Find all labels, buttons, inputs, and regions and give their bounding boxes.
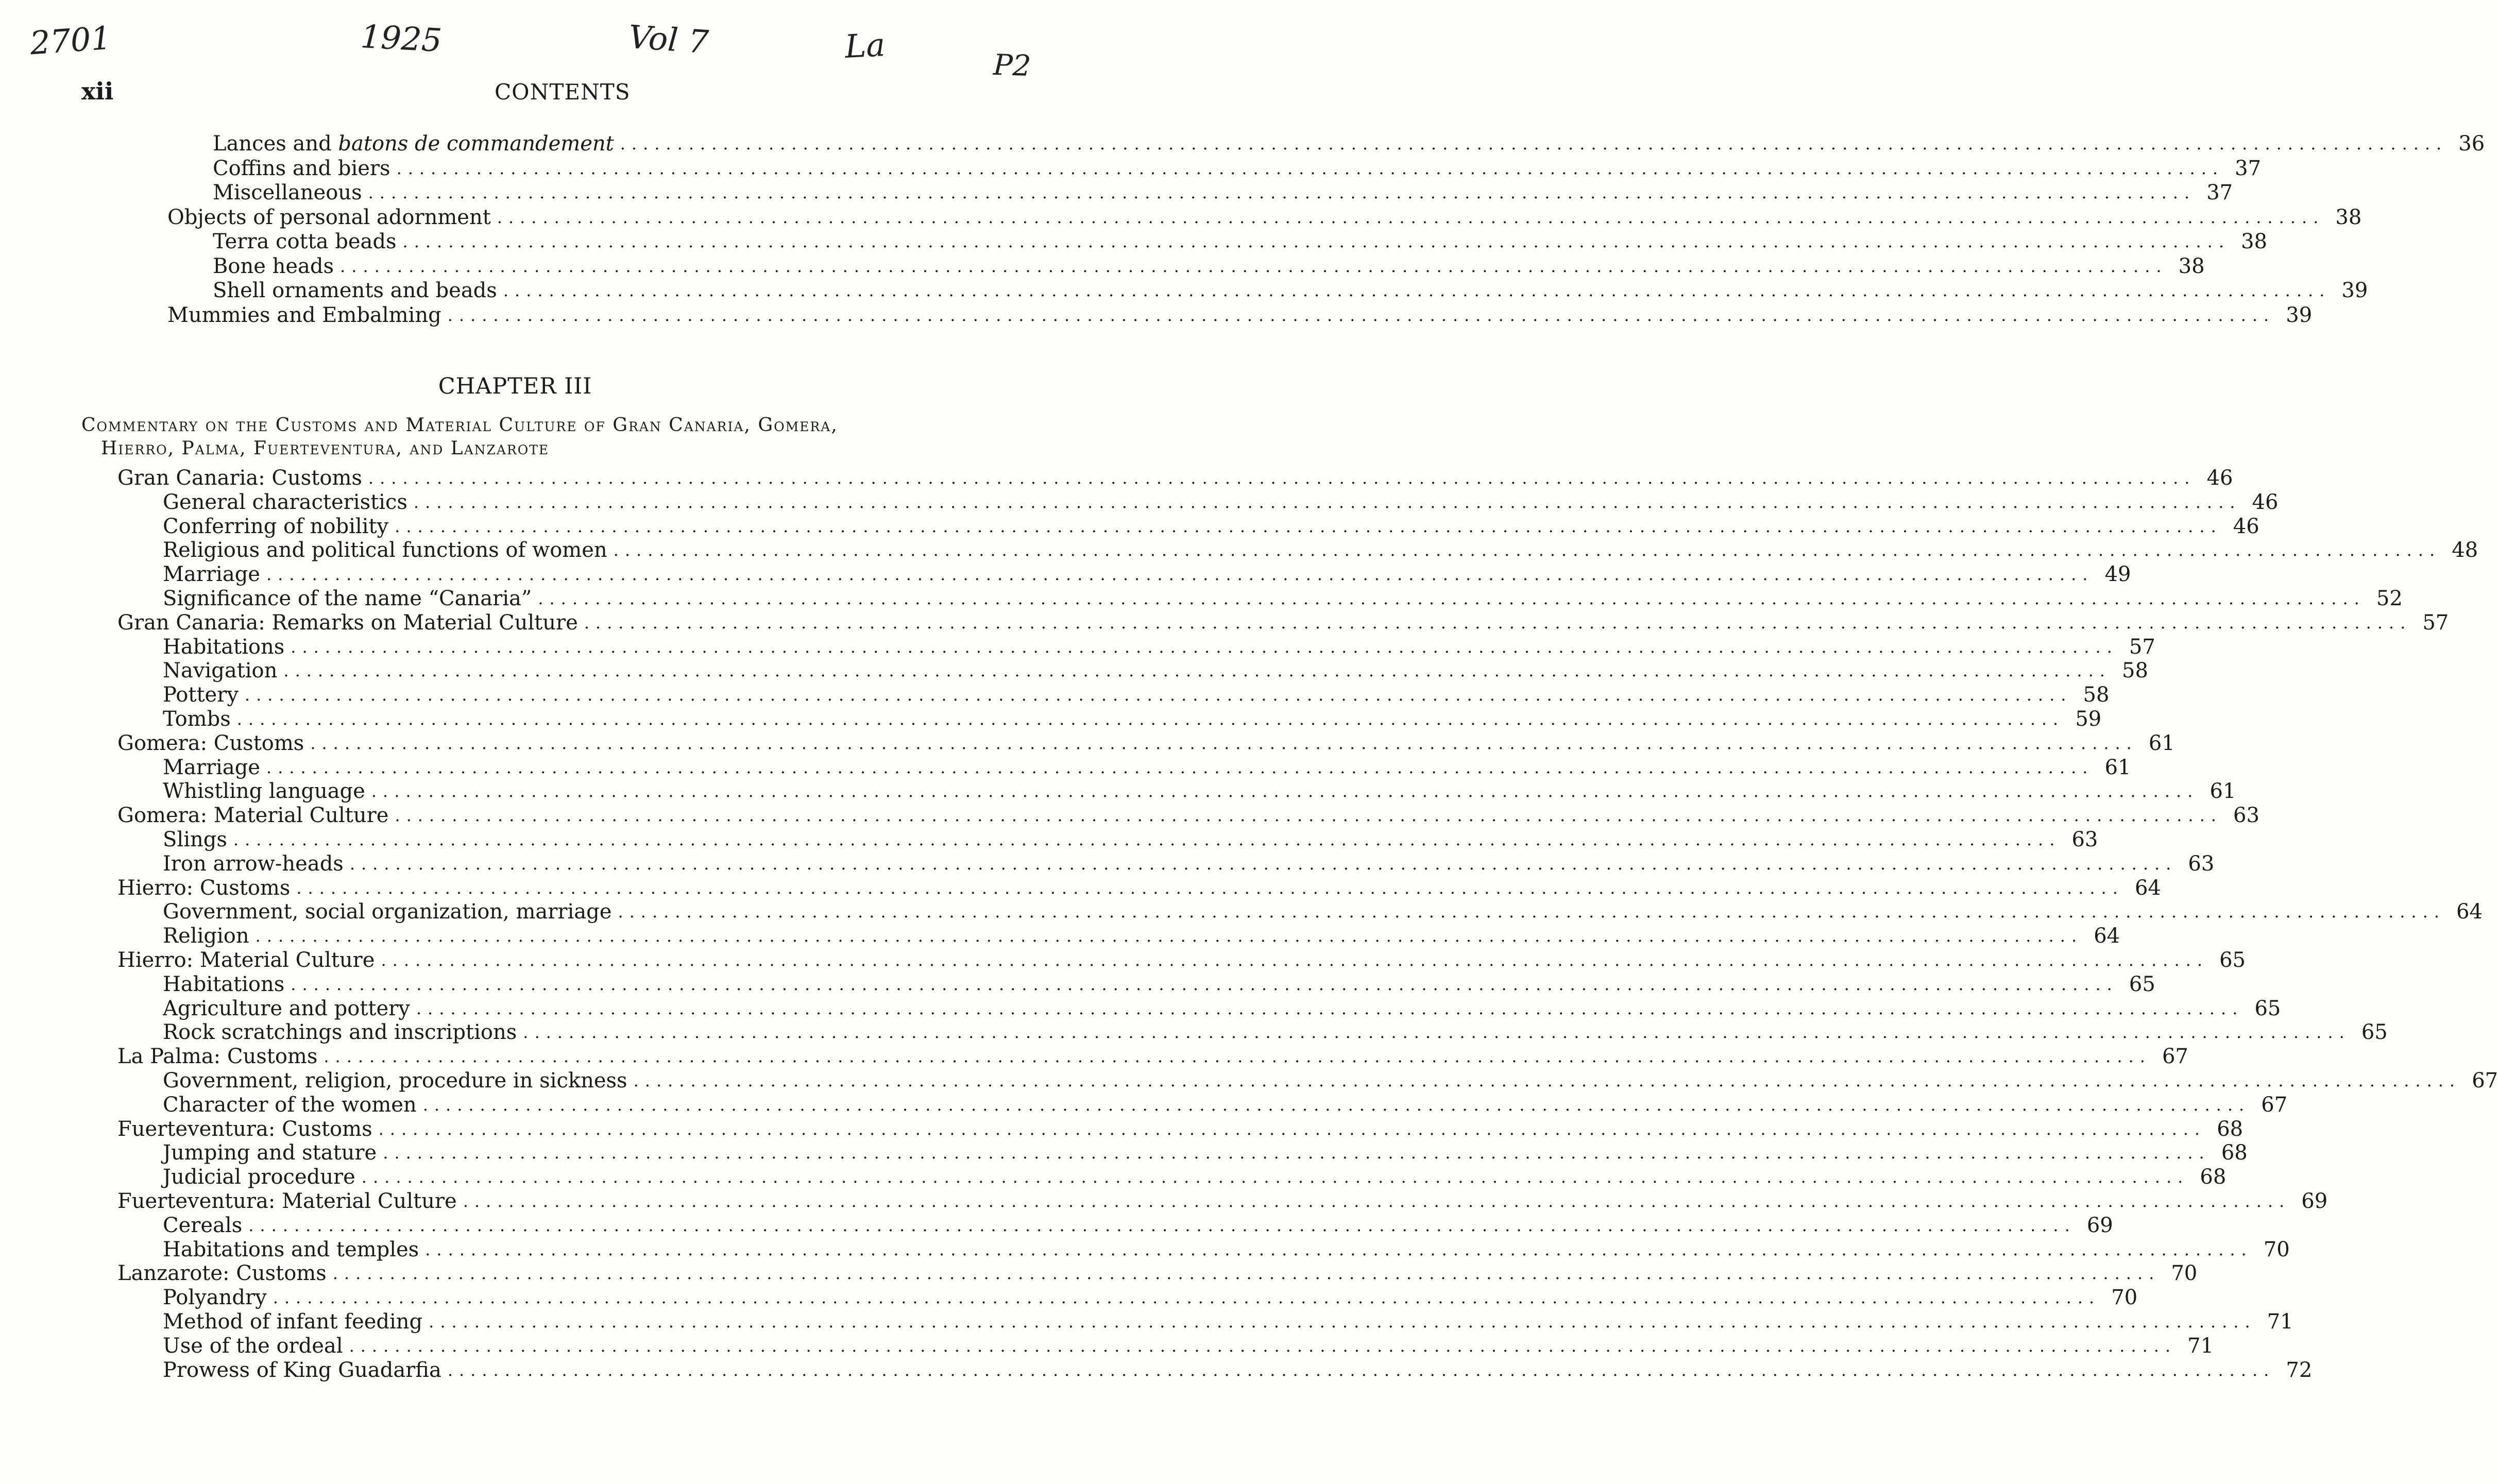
toc-entry-page: 38: [2178, 254, 2205, 278]
toc-entry: [213, 180, 2233, 205]
toc-entry: [117, 1261, 2198, 1286]
toc-entry-page: 70: [2263, 1237, 2290, 1261]
toc-entry: [163, 1237, 2290, 1262]
toc-entry-page: 36: [2458, 132, 2485, 156]
dot-leader: ................................................................................................................................................................: [255, 926, 2083, 946]
dot-leader: ................................................................................................................................................................: [497, 207, 2325, 227]
chapter-title-continued: Hierro, Palma, Fuerteventura, and Lanzarote: [101, 438, 550, 459]
toc-entry-label: Mummies and Embalming: [167, 303, 441, 327]
toc-entry-label: Tombs: [163, 707, 231, 731]
dot-leader: ................................................................................................................................................................: [310, 733, 2138, 753]
toc-entry-label: Miscellaneous: [213, 181, 362, 204]
toc-entry-label: Significance of the name “Canaria”: [163, 587, 532, 610]
toc-entry: [163, 1213, 2113, 1238]
toc-entry: [117, 731, 2175, 756]
dot-leader: ................................................................................................................................................................: [291, 974, 2118, 994]
toc-entry-label: Hierro: Customs: [117, 876, 291, 900]
toc-entry: [117, 1189, 2328, 1214]
dot-leader: ................................................................................................................................................................: [248, 1215, 2076, 1235]
toc-entry-page: 59: [2075, 707, 2102, 731]
dot-leader: ................................................................................................................................................................: [371, 781, 2199, 801]
toc-entry-page: 46: [2252, 490, 2279, 514]
toc-entry-label: Jumping and stature: [163, 1141, 377, 1165]
toc-entry: [213, 229, 2268, 254]
toc-entry-label: Navigation: [163, 659, 278, 683]
dot-leader: ................................................................................................................................................................: [381, 950, 2208, 970]
toc-entry-label: Hierro: Material Culture: [117, 948, 375, 972]
toc-entry-label: Fuerteventura: Customs: [117, 1117, 372, 1141]
toc-entry-page: 72: [2286, 1358, 2313, 1382]
toc-entry-page: 58: [2122, 659, 2148, 683]
dot-leader: ................................................................................................................................................................: [273, 1288, 2101, 1308]
dot-leader: ................................................................................................................................................................: [332, 1264, 2161, 1284]
toc-entry-page: 61: [2148, 731, 2175, 755]
toc-entry-page: 67: [2472, 1069, 2498, 1093]
dot-leader: ................................................................................................................................................................: [283, 661, 2111, 681]
toc-entry: [163, 1285, 2138, 1310]
toc-entry-label: Character of the women: [163, 1093, 417, 1117]
toc-entry-page: 61: [2210, 779, 2236, 804]
dot-leader: ................................................................................................................................................................: [349, 1336, 2177, 1356]
toc-entry: [163, 1140, 2248, 1165]
toc-entry-label: Conferring of nobility: [163, 514, 389, 538]
toc-entry-label: Lances and batons de commandement: [213, 132, 614, 156]
toc-entry-page: 38: [2335, 205, 2362, 229]
toc-entry-page: 57: [2422, 610, 2449, 635]
toc-entry-label: Marriage: [163, 562, 260, 587]
toc-entry-label: Objects of personal adornment: [167, 205, 491, 229]
toc-entry: [163, 972, 2155, 997]
toc-entry-label: Polyandry: [163, 1286, 267, 1310]
toc-entry-page: 67: [2162, 1045, 2188, 1069]
toc-entry-page: 58: [2083, 683, 2110, 707]
dot-leader: ................................................................................................................................................................: [584, 612, 2412, 633]
dot-leader: ................................................................................................................................................................: [618, 902, 2445, 922]
toc-entry-page: 68: [2217, 1117, 2244, 1141]
handwritten-annotation: Vol 7: [627, 18, 710, 61]
dot-leader: ................................................................................................................................................................: [463, 1191, 2291, 1211]
toc-entry-page: 67: [2261, 1093, 2288, 1117]
running-head: CONTENTS: [495, 79, 631, 105]
handwritten-annotation: 2701: [28, 19, 113, 62]
toc-entry-label: Gran Canaria: Remarks on Material Culture: [117, 610, 578, 635]
toc-entry-label: Marriage: [163, 755, 260, 779]
toc-entry-page: 48: [2452, 538, 2478, 562]
toc-entry: [163, 1165, 2227, 1189]
toc-entry: [163, 1334, 2214, 1358]
dot-leader: ................................................................................................................................................................: [368, 183, 2196, 202]
toc-entry-page: 71: [2187, 1334, 2214, 1358]
toc-entry-page: 69: [2301, 1189, 2328, 1213]
toc-entry-page: 65: [2129, 972, 2155, 996]
chapter-title: Commentary on the Customs and Material Culture of Gran Canaria, Gomera,: [81, 415, 838, 436]
toc-entry: [163, 827, 2098, 852]
chapter-heading: CHAPTER III: [438, 373, 592, 399]
dot-leader: ................................................................................................................................................................: [291, 637, 2118, 657]
dot-leader: ................................................................................................................................................................: [383, 1143, 2211, 1163]
toc-entry-page: 70: [2111, 1286, 2138, 1310]
dot-leader: ................................................................................................................................................................: [422, 1095, 2251, 1115]
toc-entry: [163, 1358, 2313, 1383]
toc-entry-page: 46: [2206, 466, 2233, 490]
toc-entry-page: 64: [2094, 924, 2120, 948]
dot-leader: ................................................................................................................................................................: [349, 854, 2178, 874]
dot-leader: ................................................................................................................................................................: [395, 516, 2222, 536]
toc-entry-label: Use of the ordeal: [163, 1334, 343, 1358]
toc-entry-label: Bone heads: [213, 254, 334, 278]
dot-leader: ................................................................................................................................................................: [244, 685, 2072, 705]
toc-entry-page: 65: [2361, 1020, 2388, 1045]
toc-entry: [163, 490, 2279, 515]
dot-leader: ................................................................................................................................................................: [613, 540, 2441, 560]
toc-entry-page: 38: [2241, 230, 2268, 253]
dot-leader: ................................................................................................................................................................: [447, 305, 2275, 325]
toc-entry-label: Pottery: [163, 683, 239, 707]
toc-entry-page: 69: [2086, 1213, 2113, 1237]
toc-entry: [117, 466, 2233, 490]
dot-leader: ................................................................................................................................................................: [503, 281, 2331, 300]
page-number: xii: [81, 77, 114, 105]
toc-entry-label: Gran Canaria: Customs: [117, 466, 362, 490]
dot-leader: ................................................................................................................................................................: [620, 134, 2448, 153]
toc-entry-page: 68: [2200, 1165, 2227, 1189]
toc-entry: [213, 156, 2262, 181]
toc-entry: [213, 254, 2205, 279]
toc-entry: [117, 610, 2449, 635]
dot-leader: ................................................................................................................................................................: [233, 830, 2061, 849]
toc-entry: [163, 1068, 2498, 1093]
toc-entry-page: 68: [2221, 1141, 2248, 1165]
toc-entry: [163, 755, 2131, 780]
toc-entry-label: Iron arrow-heads: [163, 851, 344, 876]
toc-entry: [163, 899, 2483, 924]
toc-entry-label: Gomera: Customs: [117, 731, 304, 755]
toc-entry-label: Government, social organization, marriage: [163, 900, 612, 924]
toc-entry-label: Gomera: Material Culture: [117, 804, 389, 828]
toc-entry-label: La Palma: Customs: [117, 1045, 318, 1069]
dot-leader: ................................................................................................................................................................: [425, 1239, 2253, 1259]
toc-entry: [213, 131, 2485, 156]
toc-entry-label: Shell ornaments and beads: [213, 279, 497, 302]
toc-entry-page: 39: [2341, 279, 2368, 302]
toc-entry-page: 64: [2456, 900, 2483, 924]
dot-leader: ................................................................................................................................................................: [429, 1312, 2256, 1332]
toc-entry-label: Agriculture and pottery: [163, 996, 410, 1020]
toc-entry: [117, 948, 2246, 973]
dot-leader: ................................................................................................................................................................: [266, 565, 2094, 585]
toc-entry-label: Method of infant feeding: [163, 1310, 423, 1334]
toc-entry-page: 70: [2171, 1261, 2198, 1286]
toc-entry-page: 61: [2104, 755, 2131, 779]
toc-entry: [163, 683, 2110, 707]
dot-leader: ................................................................................................................................................................: [368, 468, 2196, 488]
dot-leader: ................................................................................................................................................................: [236, 709, 2065, 729]
toc-entry-page: 49: [2104, 562, 2131, 587]
dot-leader: ................................................................................................................................................................: [523, 1022, 2351, 1043]
toc-entry-label: Government, religion, procedure in sickness: [163, 1069, 627, 1093]
dot-leader: ................................................................................................................................................................: [395, 806, 2222, 826]
toc-entry-label: Habitations and temples: [163, 1237, 419, 1261]
dot-leader: ................................................................................................................................................................: [416, 998, 2244, 1018]
toc-entry: [163, 538, 2478, 562]
dot-leader: ................................................................................................................................................................: [324, 1047, 2151, 1067]
toc-entry: [163, 779, 2236, 804]
toc-entry: [163, 562, 2131, 587]
toc-entry: [117, 803, 2259, 828]
toc-entry: [213, 278, 2368, 303]
toc-entry: [163, 707, 2102, 731]
toc-entry-page: 57: [2129, 635, 2155, 659]
handwritten-annotation: La: [844, 26, 886, 65]
handwritten-annotation: 1925: [360, 17, 443, 60]
dot-leader: ................................................................................................................................................................: [396, 158, 2224, 178]
toc-entry-label: Lanzarote: Customs: [117, 1261, 327, 1286]
toc-entry-label: Slings: [163, 828, 227, 851]
toc-entry-page: 63: [2188, 851, 2215, 876]
toc-entry-label: Habitations: [163, 635, 285, 659]
dot-leader: ................................................................................................................................................................: [266, 757, 2094, 777]
toc-entry: [117, 1044, 2188, 1069]
toc-entry-page: 39: [2286, 303, 2313, 327]
toc-entry-label: Cereals: [163, 1213, 243, 1237]
toc-entry: [163, 996, 2281, 1021]
toc-entry: [163, 658, 2148, 683]
toc-entry-page: 64: [2134, 876, 2161, 900]
toc-entry: [163, 1020, 2388, 1045]
toc-entry-page: 46: [2233, 514, 2259, 538]
toc-entry-label: Terra cotta beads: [213, 230, 397, 253]
toc-entry: [163, 851, 2215, 876]
dot-leader: ................................................................................................................................................................: [447, 1360, 2275, 1380]
toc-entry-label: Coffins and biers: [213, 156, 390, 180]
toc-entry-label: Religious and political functions of women: [163, 538, 607, 562]
toc-entry: [163, 586, 2403, 611]
toc-entry-page: 71: [2267, 1310, 2293, 1334]
dot-leader: ................................................................................................................................................................: [633, 1071, 2461, 1090]
toc-entry: [117, 1117, 2244, 1141]
dot-leader: ................................................................................................................................................................: [296, 878, 2124, 898]
dot-leader: ................................................................................................................................................................: [340, 256, 2168, 276]
toc-entry-label: Whistling language: [163, 779, 365, 804]
dot-leader: ................................................................................................................................................................: [378, 1119, 2206, 1139]
dot-leader: ................................................................................................................................................................: [413, 492, 2241, 512]
toc-entry-page: 37: [2206, 181, 2233, 204]
dot-leader: ................................................................................................................................................................: [361, 1167, 2189, 1187]
toc-entry-page: 63: [2071, 828, 2098, 851]
toc-entry-label: Rock scratchings and inscriptions: [163, 1020, 517, 1045]
toc-entry-page: 65: [2219, 948, 2246, 972]
toc-entry: [163, 514, 2259, 539]
toc-entry: [163, 1093, 2288, 1117]
toc-entry-page: 37: [2235, 156, 2262, 180]
toc-entry: [163, 635, 2155, 659]
toc-entry: [117, 876, 2161, 900]
handwritten-annotation: P2: [992, 48, 1032, 83]
toc-entry-page: 65: [2254, 996, 2281, 1020]
dot-leader: ................................................................................................................................................................: [402, 232, 2231, 251]
toc-entry-label: Prowess of King Guadarfia: [163, 1358, 441, 1382]
toc-entry: [167, 303, 2313, 328]
toc-entry: [163, 924, 2120, 948]
toc-entry-page: 52: [2376, 587, 2403, 610]
toc-entry-label: Fuerteventura: Material Culture: [117, 1189, 457, 1213]
dot-leader: ................................................................................................................................................................: [538, 589, 2366, 608]
toc-entry-label: Religion: [163, 924, 249, 948]
toc-entry: [163, 1309, 2293, 1334]
toc-entry-label: Habitations: [163, 972, 285, 996]
toc-entry-page: 63: [2233, 804, 2259, 828]
toc-entry-label: Judicial procedure: [163, 1165, 355, 1189]
toc-entry: [167, 205, 2362, 230]
toc-entry-label: General characteristics: [163, 490, 407, 514]
